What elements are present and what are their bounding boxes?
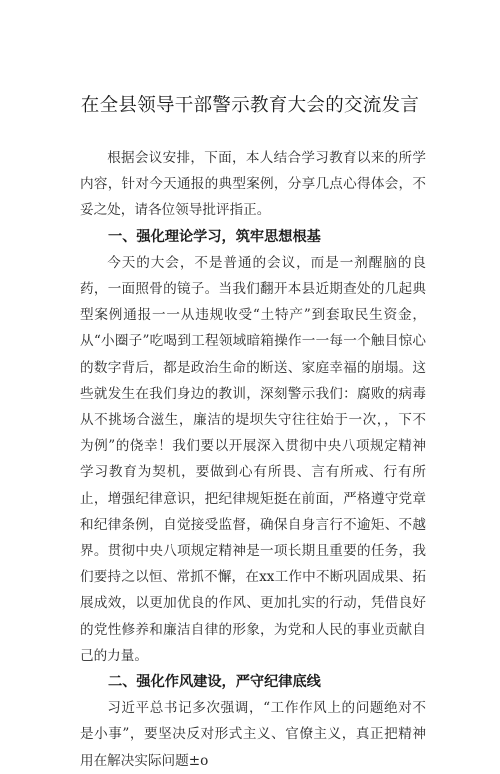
document-title: 在全县领导干部警示教育大会的交流发言 <box>80 95 420 116</box>
document-body <box>80 145 426 774</box>
section-2-heading: 二、强化作风建设，严守纪律底线 <box>108 674 321 691</box>
section-1-heading: 一、强化理论学习，筑牢思想根基 <box>108 228 321 245</box>
section-1-paragraph: 今天的大会，不是普通的会议，而是一剂醒脑的良药，一面照骨的镜子。当我们翻开本县近期查处的几起典型案例通报一一从违规收受“土特产”到套取民生资金，从“小圈子”吃喝到工程领域暗箱操作一一每一个触目惊心的数字背后，都是政治生命的断送、家庭幸福的崩塌。这些就发生在我们身边的教训，深刻警示我们：腐败的病毒从不挑场合滋生，廉洁的堤坝失守往往始于一次，，下不为例”的侥幸！我们要以开展深入贯彻中央八项规定精神学习教育为契机，要做到心有所畏、言有所戒、行有所止，增强纪律意识，把纪律规矩挺在前面，严格遵守党章和纪律条例，自觉接受监督，确保自身言行不逾矩、不越界。贯彻中央八项规定精神是一项长期且重要的任务，我们要持之以恒、常抓不懈，在xx工作中不断巩固成果、拓展成效，以更加优良的作风、更加扎实的行动，凭借良好的党性修养和廉洁自律的形象，为党和人民的事业贡献自己的力量。 <box>80 254 426 664</box>
intro-paragraph: 根据会议安排，下面，本人结合学习教育以来的所学内容，针对今天通报的典型案例，分享几点心得体会，不妥之处，请各位领导批评指正。 <box>80 150 426 219</box>
section-2-paragraph: 习近平总书记多次强调，“工作作风上的问题绝对不是小事”，要坚决反对形式主义、官僚主义，真正把精神用在解决实际问题±o <box>80 700 426 769</box>
